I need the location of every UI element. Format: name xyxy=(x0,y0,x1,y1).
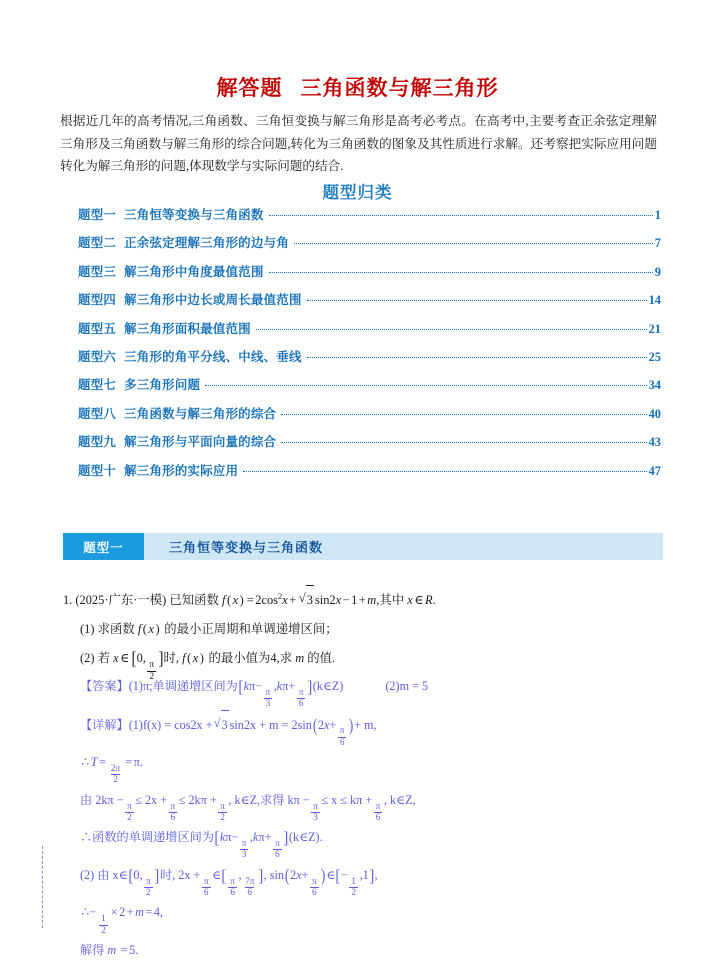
toc-entry-page: 40 xyxy=(648,406,661,421)
detail-l5-a: (2) 由 x∈ xyxy=(80,867,128,882)
toc-leader-dots xyxy=(205,385,646,386)
toc-entry[interactable] xyxy=(78,461,661,489)
toc-entry-label: 三角恒等变换与三角函数 xyxy=(124,208,264,222)
math-fx: f xyxy=(222,593,226,608)
solution-block xyxy=(80,672,665,965)
toc-entry-number: 题型二 xyxy=(78,236,117,251)
problem-number: 1. xyxy=(63,593,73,608)
toc-entry-page: 43 xyxy=(648,435,661,450)
detail-l3-f: , k∈Z, xyxy=(383,792,416,807)
toc-entry-page: 34 xyxy=(648,378,661,393)
detail-line-3: 由 2kπ − $\frac{\pi}{2}$ ≤ 2x + $\frac{\pi}{6}$ ≤ 2kπ + $\frac{\pi}{2}$ , k∈Z,求得 kπ − $\frac{\pi}{3}$ ≤ x ≤ kπ + $\frac{\pi}{6}$ , k∈Z, xyxy=(80,792,416,823)
toc-entry-number: 题型六 xyxy=(78,349,117,364)
toc-entry-page: 1 xyxy=(654,208,661,222)
answer-k-range: (k∈Z) xyxy=(312,679,344,693)
detail-l5-b: 时, 2x + xyxy=(159,867,201,882)
toc-entry-label: 解三角形面积最值范围 xyxy=(124,321,251,336)
part2-label: (2) xyxy=(80,651,95,666)
table-of-contents xyxy=(78,205,661,489)
detail-line-7: 解得 m = 5. xyxy=(80,942,139,957)
toc-entry-label: 解三角形的实际应用 xyxy=(124,463,239,478)
toc-leader-dots xyxy=(307,357,647,358)
part1-label: (1) xyxy=(80,622,95,637)
detail-l1-a: (1)f(x) = cos2x + xyxy=(128,717,213,732)
toc-entry[interactable] xyxy=(78,290,661,318)
toc-entry-label: 正余弦定理解三角形的边与角 xyxy=(124,236,290,251)
toc-entry-page: 25 xyxy=(648,349,661,364)
toc-leader-dots xyxy=(256,329,647,330)
toc-entry-number: 题型七 xyxy=(78,378,117,393)
toc-entry[interactable] xyxy=(78,432,661,460)
detail-line-6: ∴− $\frac{1}{2}$ × 2 + m = 4, xyxy=(81,905,163,936)
detail-l3-e: ≤ x ≤ kπ + xyxy=(321,792,373,807)
toc-leader-dots xyxy=(281,442,646,443)
page-title-part2: 三角函数与解三角形 xyxy=(300,76,499,100)
toc-entry[interactable] xyxy=(78,262,661,290)
toc-entry[interactable] xyxy=(78,233,661,261)
problem-stem-end: . xyxy=(432,593,436,608)
toc-entry[interactable] xyxy=(78,404,661,432)
problem-source: (2025·广东·一模) xyxy=(75,593,167,608)
problem-stem-prefix: 已知函数 xyxy=(169,593,219,608)
toc-entry-label: 三角形的角平分线、中线、垂线 xyxy=(124,349,302,364)
page-title xyxy=(0,72,715,102)
section-badge: 题型一 xyxy=(63,533,144,560)
part2-text-c: 的最小值为 xyxy=(208,651,271,666)
toc-leader-dots xyxy=(281,414,646,415)
toc-leader-dots xyxy=(294,243,653,244)
detail-l4-k: (k∈Z). xyxy=(288,830,323,845)
problem-part-1: (1) 求函数 f ( x ) 的最小正周期和单调递增区间； xyxy=(80,622,338,637)
detail-line-4: ∴函数的单调递增区间为[kπ− $\frac{\pi}{3}$ ,kπ+ $\frac{\pi}{6}$ ](k∈Z). xyxy=(80,828,323,861)
detail-tag: 【详解】 xyxy=(80,717,129,732)
toc-leader-dots xyxy=(269,272,653,273)
detail-line-1: 【详解】(1)f(x) = cos2x + √ 3 sin2x + m = 2sin(2x+ $\frac{\pi}{6}$ )+ m, xyxy=(80,710,665,749)
toc-entry-number: 题型一 xyxy=(78,208,117,222)
toc-leader-dots xyxy=(269,215,653,216)
detail-l1-b: sin2x + m = 2sin xyxy=(229,717,312,732)
answer-part1: (1)π;单调递增区间为 xyxy=(128,679,238,693)
detail-l3-c: ≤ 2kπ + xyxy=(178,792,217,807)
toc-heading: 题型归类 xyxy=(322,183,393,202)
toc-entry-number: 题型十 xyxy=(78,463,117,478)
answer-line: 【答案】(1)π;单调递增区间为[kπ− $\frac{\pi}{3}$ ,kπ+ $\frac{\pi}{6}$ ](k∈Z) (2)m = 5 xyxy=(80,677,429,710)
part2-text-d: ,求 xyxy=(276,651,293,666)
detail-l4: ∴函数的单调递增区间为 xyxy=(80,830,215,845)
detail-line-2: ∴ T = $\frac{2\pi}{2}$ = π. xyxy=(81,755,143,786)
toc-entry[interactable] xyxy=(78,319,661,347)
toc-entry[interactable] xyxy=(78,205,661,233)
problem-part-2: (2) 若 x ∈ [0, $\frac{\pi}{2}$ ]时, f ( x ) 的最小值为4,求 m 的值. xyxy=(80,648,336,682)
math-sqrt3: √ 3 xyxy=(299,585,314,615)
intro-paragraph: 根据近几年的高考情况,三角函数、三角恒变换与解三角形是高考必考点。在高考中,主要考查正余弦定理解三角形及三角函数与解三角形的综合问题,转化为三角函数的图象及其性质进行求解。还考察把实际应用问题转化为解三角形的问题,体现数学与实际问题的结合. xyxy=(60,114,657,173)
section-header xyxy=(63,533,663,560)
detail-l5-f: , xyxy=(374,867,378,882)
part2-text-e: 的值. xyxy=(307,651,336,666)
toc-entry-page: 7 xyxy=(654,236,661,251)
toc-entry[interactable] xyxy=(78,347,661,375)
detail-l5-d: , sin xyxy=(263,867,284,882)
toc-leader-dots xyxy=(307,300,647,301)
toc-entry-label: 多三角形问题 xyxy=(124,378,201,393)
problem-block xyxy=(63,582,663,682)
detail-l7-text: 解得 xyxy=(80,942,105,957)
toc-entry-number: 题型九 xyxy=(78,435,117,450)
toc-entry-page: 9 xyxy=(654,264,661,279)
toc-entry-page: 21 xyxy=(648,321,661,336)
detail-l5-e: ∈ xyxy=(326,867,336,882)
detail-l1-c: + m, xyxy=(354,717,377,732)
toc-entry-page: 47 xyxy=(648,463,661,478)
toc-leader-dots xyxy=(243,471,646,472)
toc-entry-number: 题型五 xyxy=(78,321,117,336)
part1-text-b: 的最小正周期和单调递增区间； xyxy=(164,622,338,637)
answer-part2: (2)m = 5 xyxy=(385,679,429,693)
part1-text-a: 求函数 xyxy=(97,622,135,637)
page-title-part1: 解答题 xyxy=(216,76,283,100)
problem-stem-tail: ,其中 xyxy=(376,593,405,608)
detail-l3-d: , k∈Z,求得 kπ − xyxy=(228,792,310,807)
problem-stem: 1. (2025·广东·一模) 已知函数 f ( x ) = $2\cos^2x$ + √ 3 sin2x − 1 + m,其中 x ∈ R. xyxy=(63,582,663,615)
fold-dashed-line xyxy=(42,846,43,928)
toc-entry-number: 题型八 xyxy=(78,406,117,421)
part2-text-b: 时, xyxy=(163,651,180,666)
part2-text-a: 若 xyxy=(97,651,110,666)
answer-tag: 【答案】 xyxy=(80,679,129,693)
toc-entry-label: 解三角形中角度最值范围 xyxy=(124,264,264,279)
toc-entry-label: 三角函数与解三角形的综合 xyxy=(124,406,277,421)
toc-entry[interactable] xyxy=(78,375,661,403)
toc-entry-number: 题型四 xyxy=(78,293,117,308)
detail-l5-c: ∈ xyxy=(212,867,222,882)
part2-value: 4 xyxy=(270,651,277,666)
detail-line-5: (2) 由 x∈[0, $\frac{\pi}{2}$ ]时, 2x + $\frac{\pi}{6}$ ∈[ $\frac{\pi}{6}$ , $\frac{7\pi}{6}$ ], sin(2x+ $\frac{\pi}{6}$ )∈[− $\frac{1}{2}$ ,1], xyxy=(80,865,378,898)
toc-entry-page: 14 xyxy=(648,293,661,308)
detail-l3-a: 由 2kπ − xyxy=(80,792,124,807)
toc-entry-number: 题型三 xyxy=(78,264,117,279)
detail-l3-b: ≤ 2x + xyxy=(135,792,168,807)
section-title: 三角恒等变换与三角函数 xyxy=(169,540,324,555)
toc-entry-label: 解三角形中边长或周长最值范围 xyxy=(124,293,302,308)
toc-entry-label: 解三角形与平面向量的综合 xyxy=(124,435,277,450)
